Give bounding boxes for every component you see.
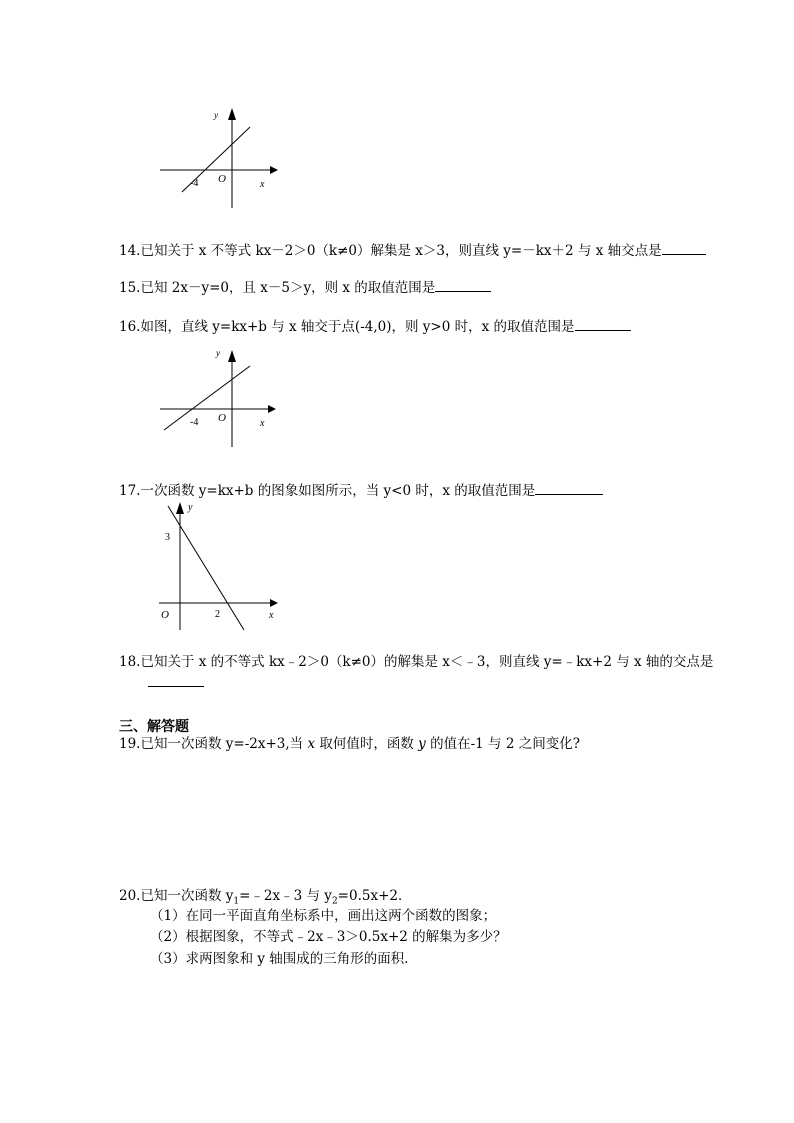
question-20-post: =0.5x+2． <box>337 888 412 904</box>
answer-blank-14[interactable] <box>662 241 706 255</box>
y-axis-label: y <box>214 110 218 120</box>
question-20-pre: 20.已知一次函数 y <box>119 888 234 904</box>
question-17-text: 17.一次函数 y=kx+b 的图象如图所示，当 y<0 时，x 的取值范围是 <box>119 483 536 499</box>
question-15 <box>119 278 491 296</box>
origin-label: O <box>218 412 226 424</box>
question-19-text-c: 的值在-1 与 2 之间变化? <box>425 736 580 752</box>
question-16-text: 16.如图，直线 y=kx+b 与 x 轴交于点(-4,0)，则 y>0 时，x 的取值范围是 <box>119 319 575 335</box>
y-intercept-label: 3 <box>165 532 170 543</box>
question-20-item-3: （3）求两图象和 y 轴围成的三角形的面积． <box>150 951 418 967</box>
question-15-text: 15.已知 2x－y=0，且 x－5＞y，则 x 的取值范围是 <box>119 280 436 296</box>
question-19-text-b: 取何值时，函数 <box>315 736 419 752</box>
section-heading: 三、解答题 <box>119 719 189 735</box>
question-20-mid: =﹣2x﹣3 与 y <box>239 888 332 904</box>
x-axis-label: x <box>260 418 265 429</box>
question-20-item-2: （2）根据图象，不等式﹣2x﹣3＞0.5x+2 的解集为多少？ <box>150 929 507 945</box>
origin-label: O <box>218 173 226 185</box>
x-intercept-label: 2 <box>215 609 220 620</box>
question-19-text-a: 19.已知一次函数 y=-2x+3,当 <box>119 736 308 752</box>
question-18-text: 18.已知关于 x 的不等式 kx﹣2＞0（k≠0）的解集是 x＜﹣3，则直线 y=﹣kx+2 与 x 轴的交点是 <box>119 654 714 670</box>
y-axis-label: y <box>188 502 193 513</box>
question-20 <box>119 888 411 910</box>
graph-figure-17 <box>155 496 285 636</box>
graph-figure-16 <box>150 342 280 452</box>
answer-blank-18[interactable] <box>148 673 204 687</box>
y-axis-label: y <box>216 348 220 358</box>
question-14 <box>119 241 706 259</box>
answer-blank-17[interactable] <box>535 481 603 495</box>
subscript-2: 2 <box>331 896 338 907</box>
answer-blank-16[interactable] <box>575 317 631 331</box>
subscript-1: 1 <box>233 896 240 907</box>
origin-label: O <box>161 609 169 621</box>
question-19 <box>119 736 580 752</box>
x-axis-label: x <box>260 179 265 190</box>
x-axis-label: x <box>269 610 274 621</box>
x-intercept-label: -4 <box>190 417 199 428</box>
question-16 <box>119 317 631 335</box>
x-intercept-label: -4 <box>190 178 199 189</box>
answer-blank-15[interactable] <box>435 278 491 292</box>
question-19-var-x: x <box>307 736 316 752</box>
question-20-item-1: （1）在同一平面直角坐标系中，画出这两个函数的图象； <box>150 908 497 924</box>
question-19-var-y: y <box>418 736 426 752</box>
question-14-text: 14.已知关于 x 不等式 kx－2＞0（k≠0）解集是 x＞3，则直线 y=－kx＋2 与 x 轴交点是 <box>119 243 662 259</box>
graph-figure-top <box>150 100 280 215</box>
question-18 <box>119 654 713 670</box>
